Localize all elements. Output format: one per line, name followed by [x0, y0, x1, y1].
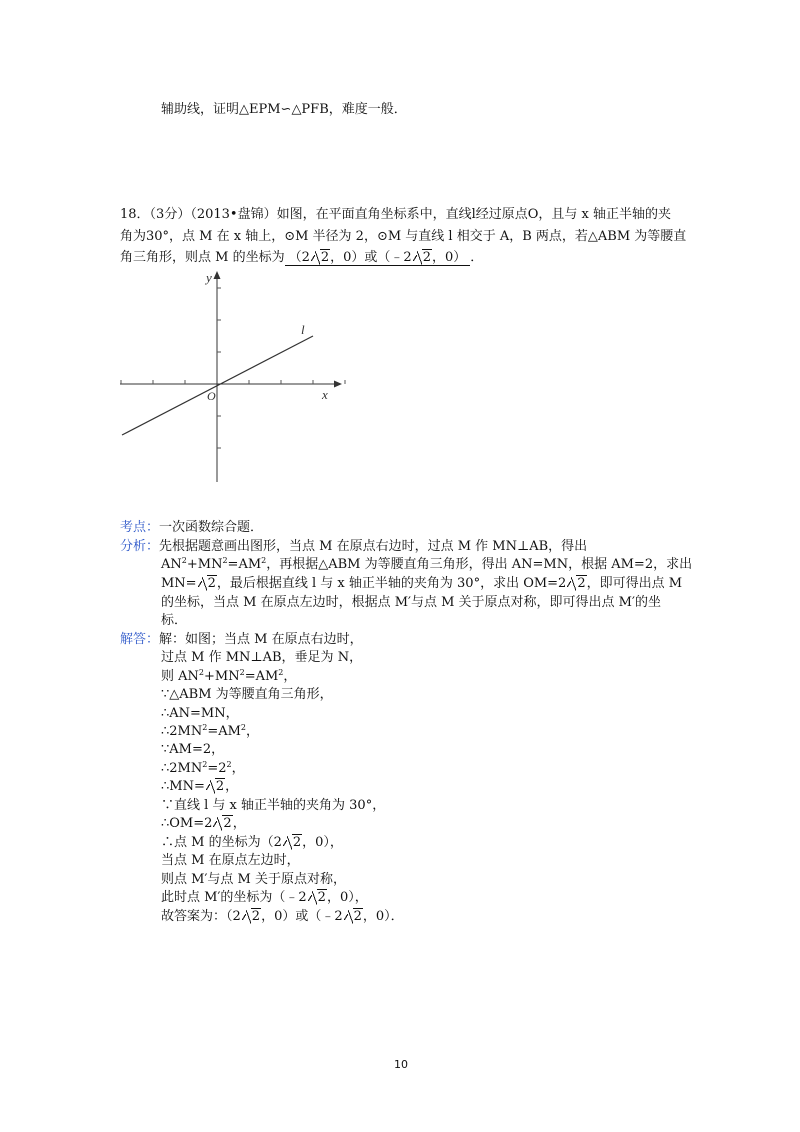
fenxi-line-1: 分析：先根据题意画出图形，当点 M 在原点右边时，过点 M 作 MN⊥AB，得出 — [120, 539, 588, 554]
kaodian-text: 一次函数综合题． — [159, 520, 264, 535]
axis-ticks — [121, 288, 345, 448]
jieda-line-16: 故答案为：（2 2，0）或（﹣2 2，0）． — [161, 909, 404, 924]
jieda-line-13: 当点 M 在原点左边时， — [161, 853, 300, 868]
previous-answer-tail: 辅助线，证明△EPM∽△PFB，难度一般． — [161, 102, 407, 117]
jieda-line-12: ∴点 M 的坐标为（2 2，0）， — [161, 835, 343, 850]
fenxi-tag: 分析： — [120, 539, 160, 554]
jieda-tag: 解答： — [120, 632, 160, 647]
kaodian-section — [120, 516, 263, 535]
jieda-line-1: 解答：解：如图；当点 M 在原点右边时， — [120, 632, 363, 647]
answer-blank: （2 2，0）或（﹣2 2，0） — [285, 246, 471, 266]
coordinate-graph — [118, 268, 350, 486]
question-line-3-text: 角三角形，则点 M 的坐标为 — [120, 250, 285, 265]
fenxi-line-3: MN= 2，最后根据直线 l 与 x 轴正半轴的夹角为 30°，求出 OM=2 2，即可得出点 M — [161, 576, 683, 591]
jieda-line-11: ∴OM=2 2， — [161, 816, 246, 831]
question-line-2: 角为30°，点 M 在 x 轴上，⊙M 半径为 2，⊙M 与直线 l 相交于 A，B 两点，若△ABM 为等腰直 — [120, 229, 687, 244]
jieda-line-3: 则 $AN^2+MN^2=AM^2$， — [161, 668, 297, 684]
jieda-line-9: ∴MN= 2， — [161, 779, 239, 794]
fenxi-line-4: 的坐标，当点 M 在原点左边时，根据点 M′与点 M 关于原点对称，即可得出点 M′的坐 — [161, 595, 661, 610]
origin-label: O — [207, 389, 216, 403]
jieda-line-5: ∴AN=MN， — [161, 706, 239, 721]
jieda-line-10: ∵直线 l 与 x 轴正半轴的夹角为 30°， — [161, 798, 386, 813]
page-number: 10 — [394, 1058, 408, 1071]
jieda-line-15: 此时点 M′的坐标为（﹣2 2，0）， — [161, 890, 368, 905]
y-axis-label: y — [206, 270, 212, 285]
kaodian-tag: 考点： — [120, 520, 160, 535]
jieda-line-6: $\therefore 2MN^2=AM^2$， — [161, 723, 260, 739]
question-line-3: 角三角形，则点 M 的坐标为 （2 2，0）或（﹣2 2，0） ． — [120, 246, 483, 266]
jieda-line-4: ∵△ABM 为等腰直角三角形， — [161, 687, 333, 702]
line-l-label: l — [301, 322, 305, 337]
jieda-line-8: $\therefore 2MN^2=2^2$， — [161, 760, 245, 776]
x-axis-label: x — [322, 387, 328, 402]
fenxi-line-5: 标． — [161, 613, 188, 628]
jieda-line-14: 则点 M′与点 M 关于原点对称， — [161, 872, 346, 887]
jieda-line-7: ∵AM=2， — [161, 742, 225, 757]
fenxi-line-2: $AN^2+MN^2=AM^2$，再根据△ABM 为等腰直角三角形，得出 AN=MN，根据 AM=2，求出 — [161, 556, 693, 572]
jieda-line-2: 过点 M 作 MN⊥AB，垂足为 N， — [161, 650, 363, 665]
y-axis — [214, 271, 221, 482]
question-line-1: 18．（3分）（2013•盘锦）如图，在平面直角坐标系中，直线l经过原点O，且与 x 轴正半轴的夹 — [120, 207, 671, 222]
